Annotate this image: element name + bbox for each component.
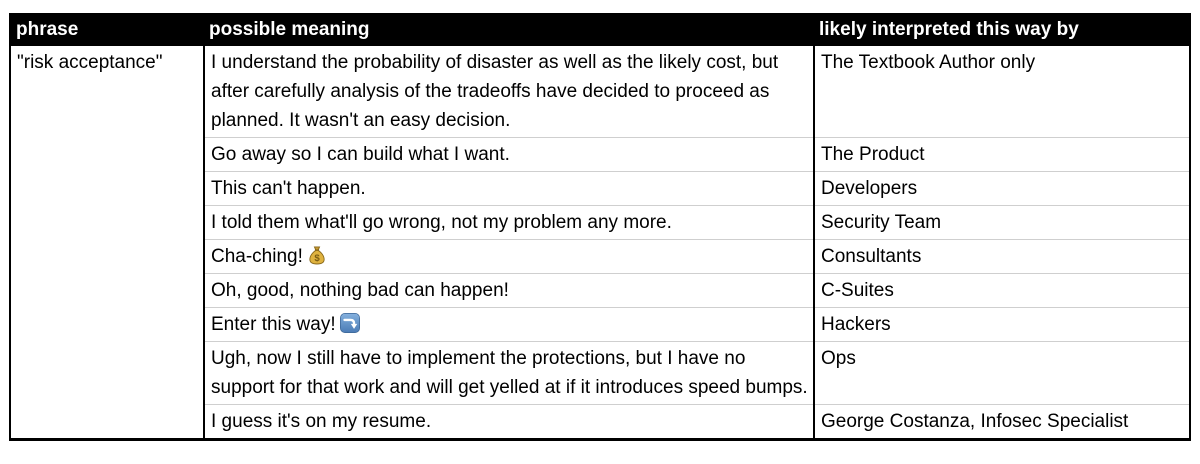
meaning-cell — [204, 240, 814, 274]
column-header-likely-interpreted-by: likely interpreted this way by — [814, 14, 1190, 46]
phrase-cell: "risk acceptance" — [10, 46, 204, 440]
interpreter-cell: Consultants — [814, 240, 1190, 274]
interpreter-cell: The Textbook Author only — [814, 46, 1190, 138]
meaning-cell: I understand the probability of disaster as well as the likely cost, but after carefully analysis of the tradeoffs have decided to proceed as planned. It wasn't an easy decision. — [204, 46, 814, 138]
header-row — [10, 14, 1190, 46]
interpreter-cell: Security Team — [814, 206, 1190, 240]
meaning-text: Cha-ching! — [211, 246, 303, 267]
column-header-possible-meaning: possible meaning — [204, 14, 814, 46]
arrow-curving-down-emoji — [339, 312, 361, 334]
meaning-text: Enter this way! — [211, 314, 336, 335]
risk-acceptance-table — [9, 13, 1191, 441]
column-header-phrase: phrase — [10, 14, 204, 46]
meaning-cell: Go away so I can build what I want. — [204, 138, 814, 172]
meaning-cell — [204, 308, 814, 342]
meaning-cell: This can't happen. — [204, 172, 814, 206]
interpreter-cell: The Product — [814, 138, 1190, 172]
svg-text:$: $ — [314, 253, 320, 265]
money-bag-emoji — [306, 244, 328, 266]
meaning-cell: Ugh, now I still have to implement the protections, but I have no support for that work and will get yelled at if it introduces speed bumps. — [204, 342, 814, 405]
interpreter-cell: Developers — [814, 172, 1190, 206]
interpreter-cell: C-Suites — [814, 274, 1190, 308]
meaning-cell: I told them what'll go wrong, not my problem any more. — [204, 206, 814, 240]
interpreter-cell: Ops — [814, 342, 1190, 405]
meaning-cell: I guess it's on my resume. — [204, 405, 814, 440]
interpreter-cell: George Costanza, Infosec Specialist — [814, 405, 1190, 440]
table-row — [10, 46, 1190, 138]
interpreter-cell: Hackers — [814, 308, 1190, 342]
meaning-cell: Oh, good, nothing bad can happen! — [204, 274, 814, 308]
